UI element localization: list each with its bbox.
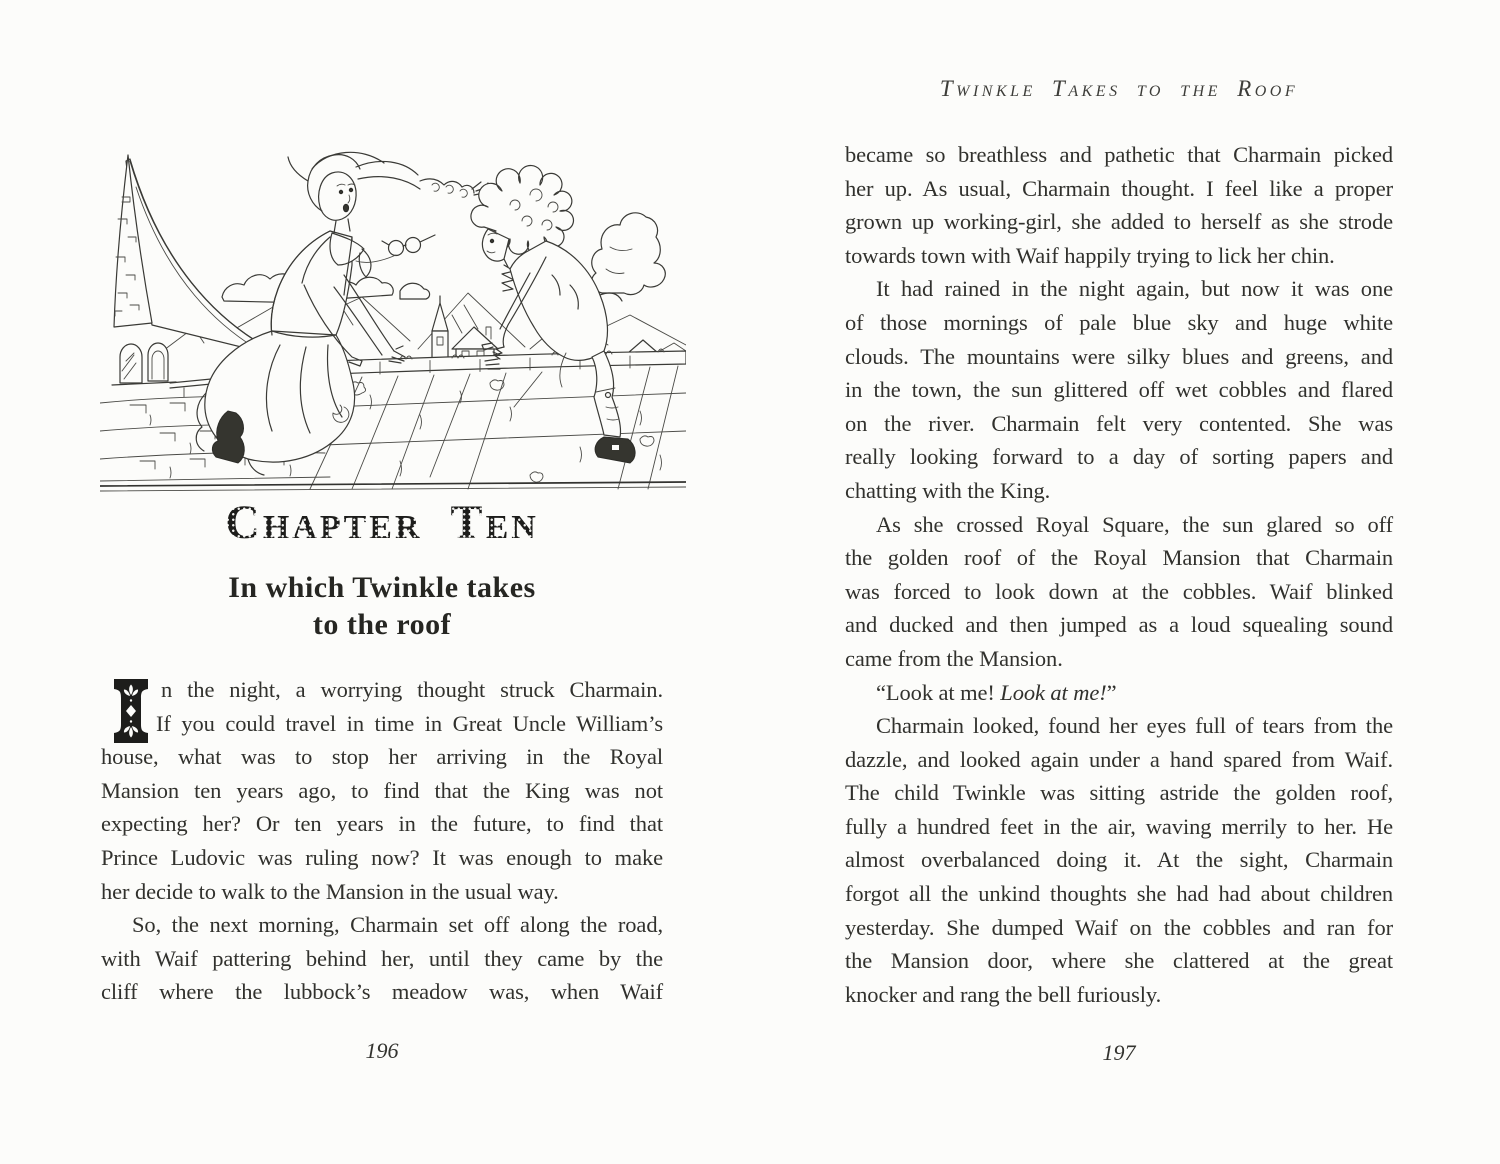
text-line [845,306,1393,340]
text-segment: fully a hundred feet in the air, waving merrily to her. He [845,813,1393,839]
chapter-heading [101,495,663,550]
text-line [101,942,663,976]
right-page-body-text [845,138,1393,1011]
text-line [845,877,1393,911]
running-header: Twinkle Takes to the Roof [939,76,1299,101]
main-roof-face [310,366,686,489]
text-segment: towards town with Waif happily trying to lick her chin. [845,242,1335,268]
text-line [101,707,663,741]
text-segment: chatting with the King. [845,477,1051,503]
text-line [845,205,1393,239]
text-segment: n the night, a worrying thought struck Charmain. [161,677,663,702]
text-segment: was forced to look down at the cobbles. Waif blinked [845,578,1393,604]
text-line [845,239,1393,273]
left-page-body-text [101,673,663,1009]
girl-figure [196,152,488,475]
text-line [845,978,1393,1012]
text-line [845,743,1393,777]
page-number-right: 197 [1102,1040,1136,1065]
text-line [845,407,1393,441]
chapter-word [225,496,423,549]
text-segment: If you could travel in time in Great Uncle William’s [156,710,663,736]
boy-figure [471,165,635,463]
text-line [845,843,1393,877]
text-segment: the Mansion door, where she clattered at the great [845,948,1393,974]
text-segment: dazzle, and looked again under a hand spared from Waif. [845,746,1393,772]
text-segment: yesterday. She dumped Waif on the cobbles and ran for [845,914,1393,940]
text-line [845,541,1393,575]
text-segment: Mansion ten years ago, to find that the King was not [101,777,663,803]
text-line [101,807,663,841]
text-line [845,440,1393,474]
chapter-rest: HAPTER [262,509,423,546]
text-line [845,172,1393,206]
paragraph [845,709,1393,1011]
text-segment: It had rained in the night again, but now it was one [876,276,1393,302]
text-line [845,709,1393,743]
chapter-rest: EN [485,509,539,546]
text-line [845,373,1393,407]
text-segment: knocker and rang the bell furiously. [845,981,1162,1007]
chapter-initial: C [225,496,263,549]
page-number-left: 196 [365,1038,399,1063]
text-segment: ” [1106,679,1117,705]
text-segment: Prince Ludovic was ruling now? It was enough to make [101,844,663,870]
text-segment: cliff where the lubbock’s meadow was, when Waif [101,979,663,1005]
text-segment: with Waif pattering behind her, until they came by the [101,945,663,971]
text-line [101,975,663,1009]
text-line [845,138,1393,172]
text-segment: her decide to walk to the Mansion in the usual way. [101,878,559,904]
text-segment: really looking forward to a day of sorting papers and [845,444,1393,470]
text-segment: forgot all the unkind thoughts she had had about children [845,881,1393,907]
chapter-initial: T [450,496,486,549]
paragraph [845,508,1393,676]
chapter-subtitle-line: to the roof [312,608,452,641]
text-line [845,474,1393,508]
text-line [101,740,663,774]
text-segment: came from the Mansion. [845,645,1063,671]
text-segment: clouds. The mountains were silky blues and greens, and [845,343,1393,369]
text-line [845,810,1393,844]
text-segment: her up. As usual, Charmain thought. I feel like a proper [845,175,1393,201]
text-segment: The child Twinkle was sitting astride the golden roof, [845,780,1393,806]
text-segment: in the town, the sun glittered off wet cobbles and flared [845,377,1393,403]
text-segment: of those mornings of pale blue sky and huge white [845,309,1393,335]
text-segment: on the river. Charmain felt very contented. She was [845,410,1393,436]
rooftop-scene-drawing [100,145,686,493]
chapter-illustration [100,145,686,493]
text-segment: grown up working-girl, she added to herself as she strode [845,209,1393,235]
text-line [845,608,1393,642]
text-line [845,642,1393,676]
text-line [845,911,1393,945]
flying-spectacles [356,235,435,262]
text-line [845,575,1393,609]
text-segment: expecting her? Or ten years in the future, to find that [101,811,663,837]
chapter-subtitle [101,569,663,643]
chapter-title-text [225,495,539,550]
text-line [845,340,1393,374]
text-segment: “Look at me! [876,679,1001,705]
italic-text-segment: Look at me! [1000,679,1107,705]
text-line [845,776,1393,810]
chapter-word [450,496,539,549]
text-line [101,673,663,707]
paragraph [101,908,663,1009]
text-line [101,875,663,909]
paragraph [845,272,1393,507]
paragraph [845,138,1393,272]
text-segment: As she crossed Royal Square, the sun glared so off [876,511,1393,537]
text-line [101,841,663,875]
paragraph [101,673,663,908]
text-line [845,508,1393,542]
chapter-subtitle-line: In which Twinkle takes [228,571,536,604]
text-segment: house, what was to stop her arriving in the Royal [101,744,663,770]
text-segment: So, the next morning, Charmain set off along the road, [132,912,663,938]
text-line [101,908,663,942]
text-segment: Charmain looked, found her eyes full of tears from the [876,713,1393,739]
text-segment: became so breathless and pathetic that Charmain picked [845,142,1393,167]
text-line [845,676,1393,710]
text-segment: and ducked and then jumped as a loud squealing sound [845,612,1393,638]
text-line [845,944,1393,978]
roof-ridge [332,349,686,374]
text-line [101,774,663,808]
text-segment: the golden roof of the Royal Mansion that Charmain [845,545,1393,571]
text-segment: almost overbalanced doing it. At the sight, Charmain [845,847,1393,873]
paragraph [845,676,1393,710]
text-line [845,272,1393,306]
